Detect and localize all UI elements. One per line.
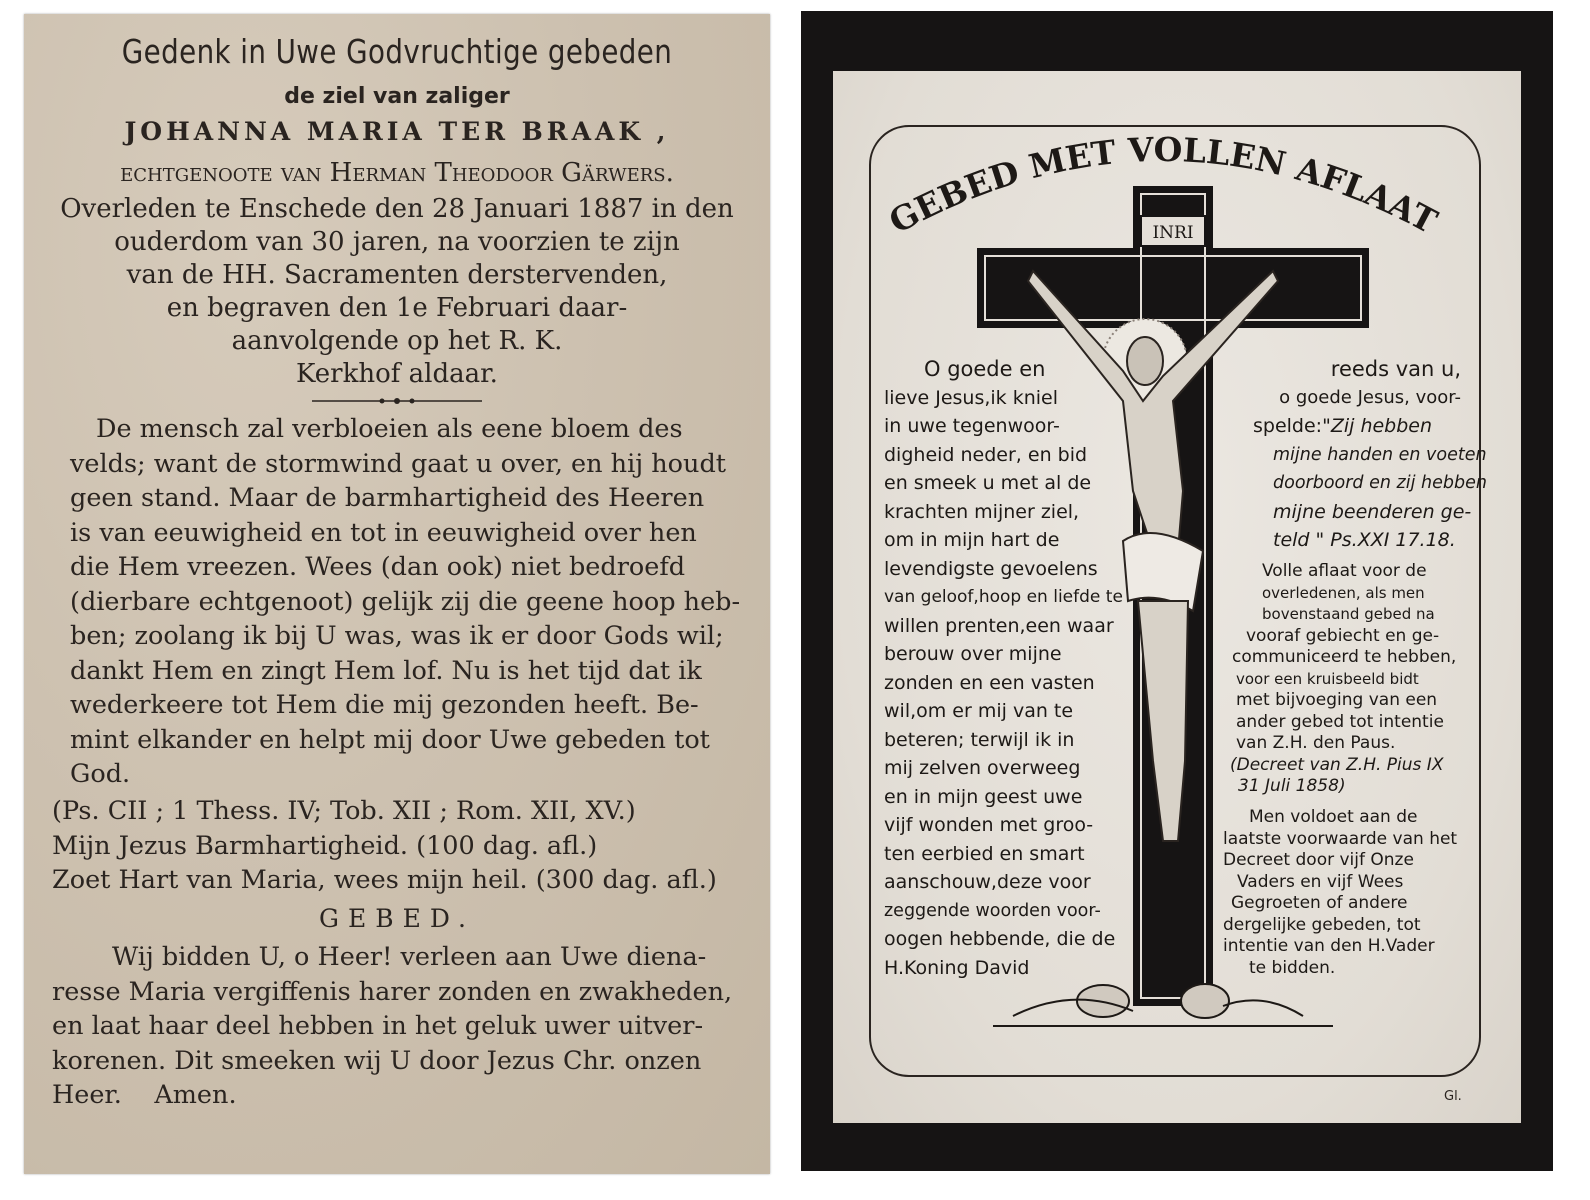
passage-line: De mensch zal verbloeien als eene bloem des	[96, 414, 683, 444]
passage-line: God.	[70, 759, 131, 789]
passage-line: dankt Hem en zingt Hem lof. Nu is het tijd dat ik	[70, 655, 702, 686]
reference-line: Zoet Hart van Maria, wees mijn heil. (300 dag. afl.)	[52, 865, 717, 895]
prayer-line: lieve Jesus,ik kniel	[884, 386, 1059, 409]
prayer-line: reeds van u,	[1330, 357, 1461, 381]
passage-line: geen stand. Maar de barmhartigheid des Heeren	[70, 483, 705, 513]
indulgence-note	[1228, 561, 1456, 798]
passage-line: velds; want de stormwind gaat u over, en hij houdt	[70, 448, 727, 479]
passage-line: wederkeere tot Hem die mij gezonden heeft. Be-	[70, 690, 699, 720]
note-line: Gegroeten of andere	[1231, 893, 1408, 913]
note-line: vooraf gebiecht en ge-	[1246, 625, 1440, 646]
prayer-line: resse Maria vergiffenis harer zonden en zwakheden,	[52, 976, 733, 1007]
note-line: dergelijke gebeden, tot	[1223, 914, 1421, 935]
note-line: ander gebed tot intentie	[1236, 711, 1444, 732]
quote-line: doorboord en zij hebben	[1273, 473, 1487, 493]
inri-sign: INRI	[1152, 223, 1194, 243]
prayer-line: O goede en	[924, 357, 1046, 381]
death-line: aanvolgende op het R. K.	[231, 326, 563, 356]
death-line: ouderdom van 30 jaren, na voorzien te zijn	[114, 227, 680, 257]
prayer-line: Wij bidden U, o Heer! verleen aan Uwe diena-	[112, 942, 707, 972]
reference-line: Mijn Jezus Barmhartigheid. (100 dag. afl.)	[52, 830, 598, 861]
note-line: van Z.H. den Paus.	[1236, 733, 1396, 753]
quote-line: mijne handen en voeten	[1273, 444, 1487, 465]
prayer-line: om in mijn hart de	[884, 529, 1060, 551]
note-line: intentie van den H.Vader	[1223, 936, 1435, 956]
prayer-text	[52, 940, 742, 1113]
title-text-path: GEBED MET VOLLEN AFLAAT	[882, 129, 1444, 242]
passage-line: die Hem vreezen. Wees (dan ook) niet bedroefd	[70, 552, 686, 582]
passage-line: mint elkander en helpt mij door Uwe gebeden tot	[70, 724, 710, 755]
card-face	[833, 71, 1521, 1123]
note-line: Men voldoet aan de	[1249, 807, 1418, 827]
prayer-title: GEBED.	[319, 904, 475, 933]
quote-text: "Zij hebben	[1322, 415, 1433, 437]
note-line: laatste voorwaarde van het	[1223, 828, 1458, 849]
spouse-text: echtgenoote van Herman Theodoor Gärwers.	[120, 158, 674, 188]
prayer-line: Heer. Amen.	[52, 1080, 237, 1110]
death-line: en begraven den 1e Februari daar-	[166, 293, 628, 323]
prayer-line: o goede Jesus, voor-	[1279, 386, 1461, 408]
note-line: voor een kruisbeeld bidt	[1236, 669, 1419, 688]
note-line: Vaders en vijf Wees	[1237, 871, 1404, 892]
ornament-divider	[312, 397, 482, 405]
prayer-line: korenen. Dit smeeken wij U door Jezus Chr. onzen	[52, 1045, 702, 1076]
prayer-column-right	[1251, 355, 1461, 412]
prayer-line: zonden en een vasten	[884, 671, 1095, 694]
prayer-line: berouw over mijne	[884, 643, 1062, 665]
quote-line: teld " Ps.XXI 17.18.	[1273, 529, 1456, 551]
passage-line: is van eeuwigheid en tot in eeuwigheid over hen	[70, 517, 697, 548]
note-line: met bijvoeging van een	[1236, 690, 1438, 710]
deceased-name: JOHANNA MARIA TER BRAAK ,	[124, 117, 670, 146]
prayer-line: H.Koning David	[884, 956, 1030, 979]
decree-line: 31 Juli 1858)	[1238, 776, 1346, 796]
prayer-line: en smeek u met al de	[884, 472, 1092, 494]
prayer-line: van geloof,hoop en liefde te	[884, 587, 1123, 607]
prayer-line: wil,om er mij van te	[884, 700, 1074, 722]
prayer-line: zeggende woorden voor-	[884, 900, 1101, 921]
note-line: Volle aflaat voor de	[1262, 561, 1427, 581]
condition-note	[1223, 807, 1457, 979]
note-line: communiceerd te hebben,	[1232, 647, 1457, 667]
prayer-line: ten eerbied en smart	[884, 842, 1085, 865]
prayer-line: en laat haar deel hebben in het geluk uwer uitver-	[52, 1011, 704, 1041]
prayer-line: willen prenten,een waar	[884, 614, 1114, 637]
prayer-line: vijf wonden met groo-	[884, 814, 1094, 836]
passage-line: (dierbare echtgenoot) gelijk zij die geene hoop heb-	[70, 586, 741, 617]
prayer-line: aanschouw,deze voor	[884, 871, 1091, 893]
prayer-line: en in mijn geest uwe	[884, 785, 1083, 808]
prayer-column-left	[884, 355, 1123, 982]
prayer-line: beteren; terwijl ik in	[884, 728, 1075, 751]
psalm-quote	[1253, 412, 1487, 555]
note-line: te bidden.	[1249, 957, 1336, 978]
printer-mark: Gl.	[1444, 1089, 1462, 1104]
scripture-passage	[70, 412, 760, 792]
prayer-line: mij zelven overweeg	[884, 757, 1081, 779]
spouse-line	[24, 157, 770, 190]
quote-line	[1253, 412, 1487, 441]
passage-line: ben; zoolang ik bij U was, was ik er door Gods wil;	[70, 621, 724, 651]
note-line: Decreet door vijf Onze	[1223, 850, 1414, 870]
memorial-card-front	[801, 11, 1553, 1171]
reference-line: (Ps. CII ; 1 Thess. IV; Tob. XII ; Rom. XII, XV.)	[52, 796, 636, 826]
prayer-line: levendigste gevoelens	[884, 557, 1098, 580]
card-subheading: de ziel van zaliger	[284, 84, 510, 109]
references-block	[52, 794, 717, 898]
note-line: bovenstaand gebed na	[1262, 605, 1435, 623]
card-heading: Gedenk in Uwe Godvruchtige gebeden	[121, 32, 673, 71]
death-line: Overleden te Enschede den 28 Januari 1887 in den	[60, 194, 734, 224]
prayer-line: oogen hebbende, die de	[884, 928, 1116, 950]
prayer-line: digheid neder, en bid	[884, 443, 1088, 466]
prayer-line: krachten mijner ziel,	[884, 500, 1080, 523]
quote-line: mijne beenderen ge-	[1273, 500, 1472, 523]
quote-intro: spelde:	[1253, 415, 1323, 437]
prayer-line: in uwe tegenwoor-	[884, 415, 1060, 437]
memorial-card-back	[24, 14, 770, 1174]
death-line: van de HH. Sacramenten derstervenden,	[126, 260, 668, 290]
death-line: Kerkhof aldaar.	[296, 359, 498, 389]
decree-line: (Decreet van Z.H. Pius IX	[1230, 754, 1444, 775]
note-line: overledenen, als men	[1262, 583, 1425, 602]
